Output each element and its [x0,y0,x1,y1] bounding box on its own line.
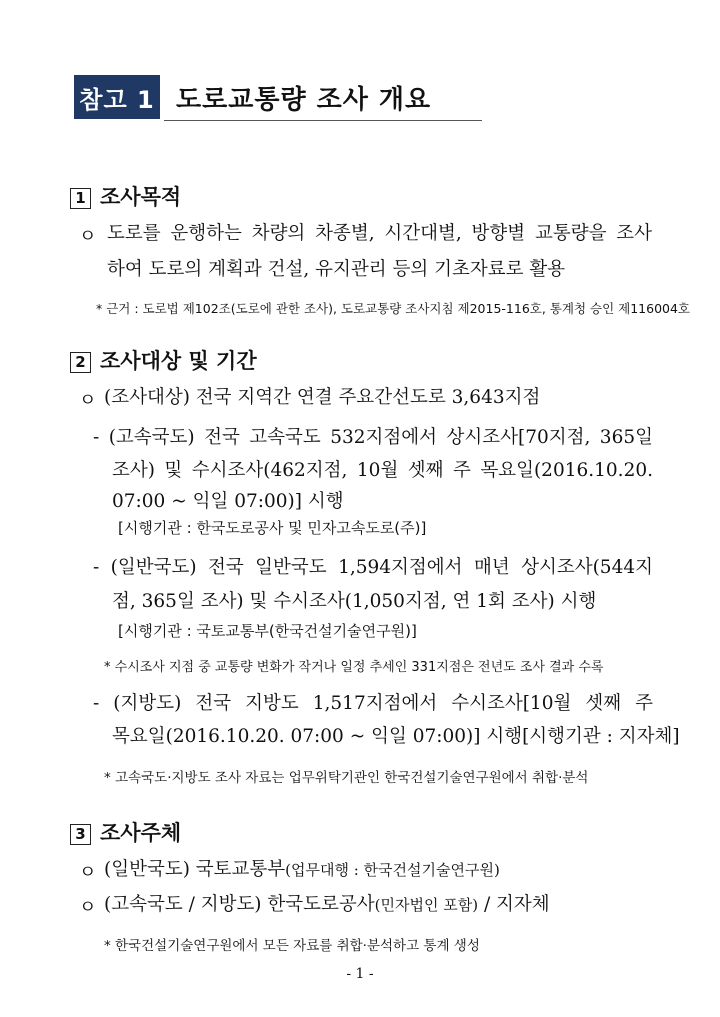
highway-line-2: 조사) 및 수시조사(462지점, 10월 셋째 주 목요일(2016.10.20. [112,460,653,481]
operator-line-1 [104,855,500,881]
operator-line-2-main: (고속국도 / 지방도) 한국도로공사 [104,894,375,915]
interim-survey-note: * 수시조사 지점 중 교통량 변화가 작거나 일정 추세인 331지점은 전년도 조사 결과 수록 [104,660,604,675]
section-3-number: 3 [70,824,91,845]
operator-line-1-detail: (업무대행 : 한국건설기술연구원) [285,861,500,879]
operator-line-2 [104,890,550,916]
highway-agency: [시행기관 : 한국도로공사 및 민자고속도로(주)] [118,519,427,537]
bullet-icon: ㅇ [79,390,97,411]
section-2-title: 조사대상 및 기간 [100,349,257,373]
section-1-title: 조사목적 [100,185,182,209]
purpose-line-1: 도로를 운행하는 차량의 차종별, 시간대별, 방향별 교통량을 조사 [107,223,652,244]
operator-line-2-detail: (민자법인 포함) [374,896,479,914]
highway-line-1: - (고속국도) 전국 고속국도 532지점에서 상시조사[70지점, 365일 [93,427,653,448]
section-3-header [70,817,181,847]
legal-basis-note: * 근거 : 도로법 제102조(도로에 관한 조사), 도로교통량 조사지침 제2015-116호, 통계청 승인 제116004호 [96,301,691,316]
national-road-line-2: 점, 365일 조사) 및 수시조사(1,050지점, 연 1회 조사) 시행 [112,591,597,612]
local-road-line-2: 목요일(2016.10.20. 07:00 ~ 익일 07:00)] 시행[시행기관 : 지자체] [112,726,680,747]
bullet-icon: ㅇ [79,897,97,918]
bullet-icon: ㅇ [79,862,97,883]
title-underline [164,120,482,121]
section-1-number: 1 [70,188,91,209]
highway-line-3: 07:00 ~ 익일 07:00)] 시행 [112,491,344,512]
reference-badge: 참고 1 [74,75,160,119]
local-road-line-1: - (지방도) 전국 지방도 1,517지점에서 수시조사[10월 셋째 주 [93,693,653,714]
operator-line-2-tail: / 지자체 [478,894,550,915]
national-road-line-1: - (일반국도) 전국 일반국도 1,594지점에서 매년 상시조사(544지 [93,557,653,578]
operator-line-1-main: (일반국도) 국토교통부 [104,859,286,880]
page-number: - 1 - [346,966,374,982]
section-2-number: 2 [70,352,91,373]
survey-target-line: (조사대상) 전국 지역간 연결 주요간선도로 3,643지점 [104,387,541,408]
national-road-agency: [시행기관 : 국토교통부(한국건설기술연구원)] [118,622,417,640]
bullet-icon: ㅇ [79,226,97,247]
statistics-note: * 한국건설기술연구원에서 모든 자료를 취합·분석하고 통계 생성 [104,938,480,954]
page-title: 도로교통량 조사 개요 [176,85,432,115]
section-2-header [70,345,257,375]
data-collection-note: * 고속국도·지방도 조사 자료는 업무위탁기관인 한국건설기술연구원에서 취합·분석 [104,770,589,786]
section-1-header [70,181,181,211]
section-3-title: 조사주체 [100,821,182,845]
purpose-line-2: 하여 도로의 계획과 건설, 유지관리 등의 기초자료로 활용 [107,259,566,280]
